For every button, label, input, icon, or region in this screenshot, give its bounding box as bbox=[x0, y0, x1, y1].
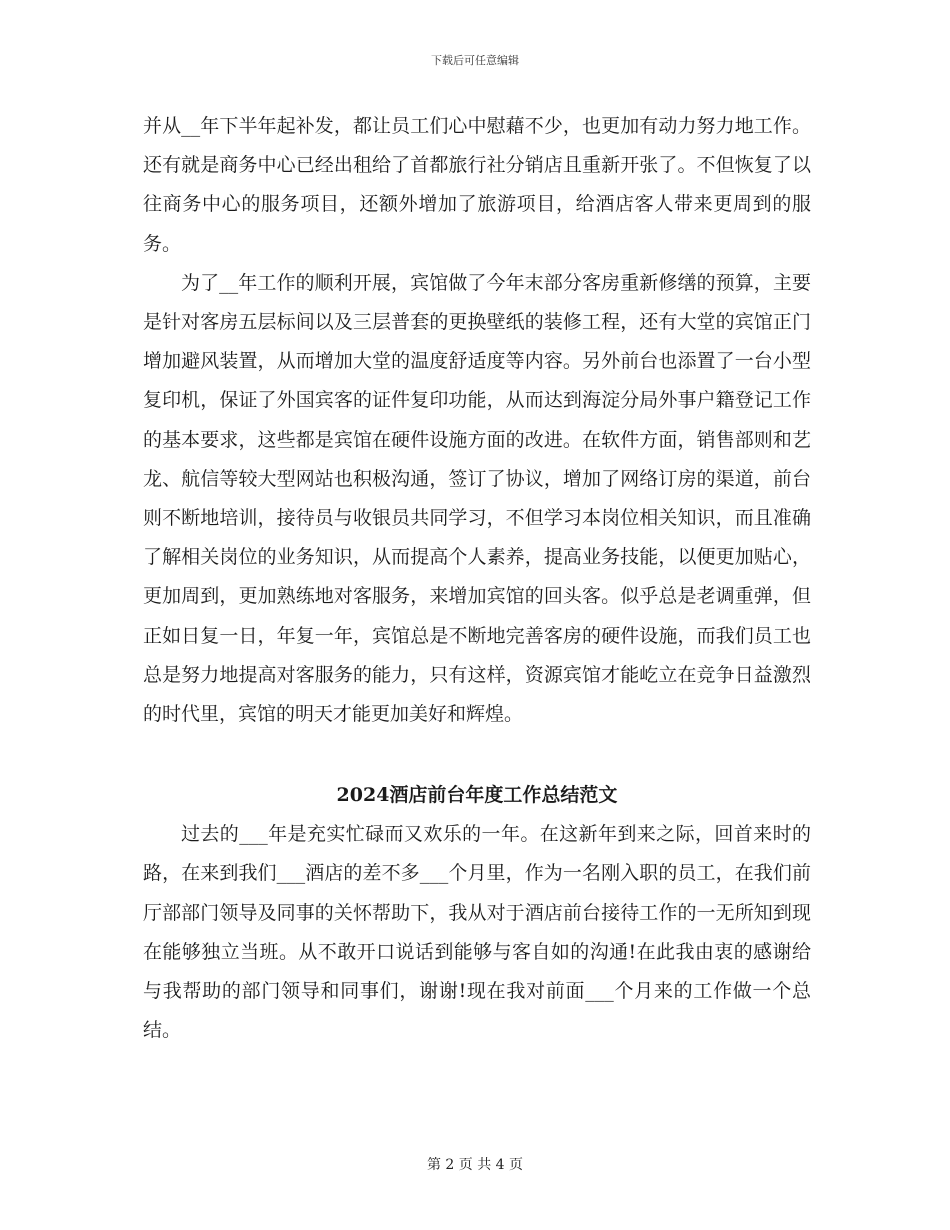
section-heading: 2024酒店前台年度工作总结范文 bbox=[336, 784, 618, 807]
paragraph-renovation: 为了__年工作的顺利开展，宾馆做了今年末部分客房重新修缮的预算，主要是针对客房五层标间以及三层普套的更换壁纸的装修工程，还有大堂的宾馆正门增加避风装置，从而增加大堂的温度舒适度等内容。另外前台也添置了一台小型复印机，保证了外国宾客的证件复印功能，从而达到海淀分局外事户籍登记工作的基本要求，这些都是宾馆在硬件设施方面的改进。在软件方面，销售部则和艺龙、航信等较大型网站也积极沟通，签订了协议，增加了网络订房的渠道，前台则不断地培训，接待员与收银员共同学习，不但学习本岗位相关知识，而且准确了解相关岗位的业务知识，从而提高个人素养，提高业务技能，以便更加贴心，更加周到，更加熟练地对客服务，来增加宾馆的回头客。似乎总是老调重弹，但正如日复一日，年复一年，宾馆总是不断地完善客房的硬件设施，而我们员工也总是努力地提高对客服务的能力，只有这样，资源宾馆才能屹立在竞争日益激烈的时代里，宾馆的明天才能更加美好和辉煌。 bbox=[143, 271, 811, 726]
page-number: 第 2 页 共 4 页 bbox=[426, 1157, 524, 1173]
paragraph-summary-intro: 过去的___年是充实忙碌而又欢乐的一年。在这新年到来之际，回首来时的路，在来到我们___酒店的差不多___个月里，作为一名刚入职的员工，在我们前厅部部门领导及同事的关怀帮助下，我从对于酒店前台接待工作的一无所知到现在能够独立当班。从不敢开口说话到能够与客自如的沟通!在此我由衷的感谢给与我帮助的部门领导和同事们，谢谢!现在我对前面___个月来的工作做一个总结。 bbox=[143, 823, 811, 1042]
document-body bbox=[143, 107, 811, 1050]
page-header-note: 下载后可任意编辑 bbox=[431, 54, 519, 67]
paragraph-continued: 并从__年下半年起补发，都让员工们心中慰藉不少，也更加有动力努力地工作。还有就是商务中心已经出租给了首都旅行社分销店且重新开张了。不但恢复了以往商务中心的服务项目，还额外增加了旅游项目，给酒店客人带来更周到的服务。 bbox=[143, 115, 811, 255]
